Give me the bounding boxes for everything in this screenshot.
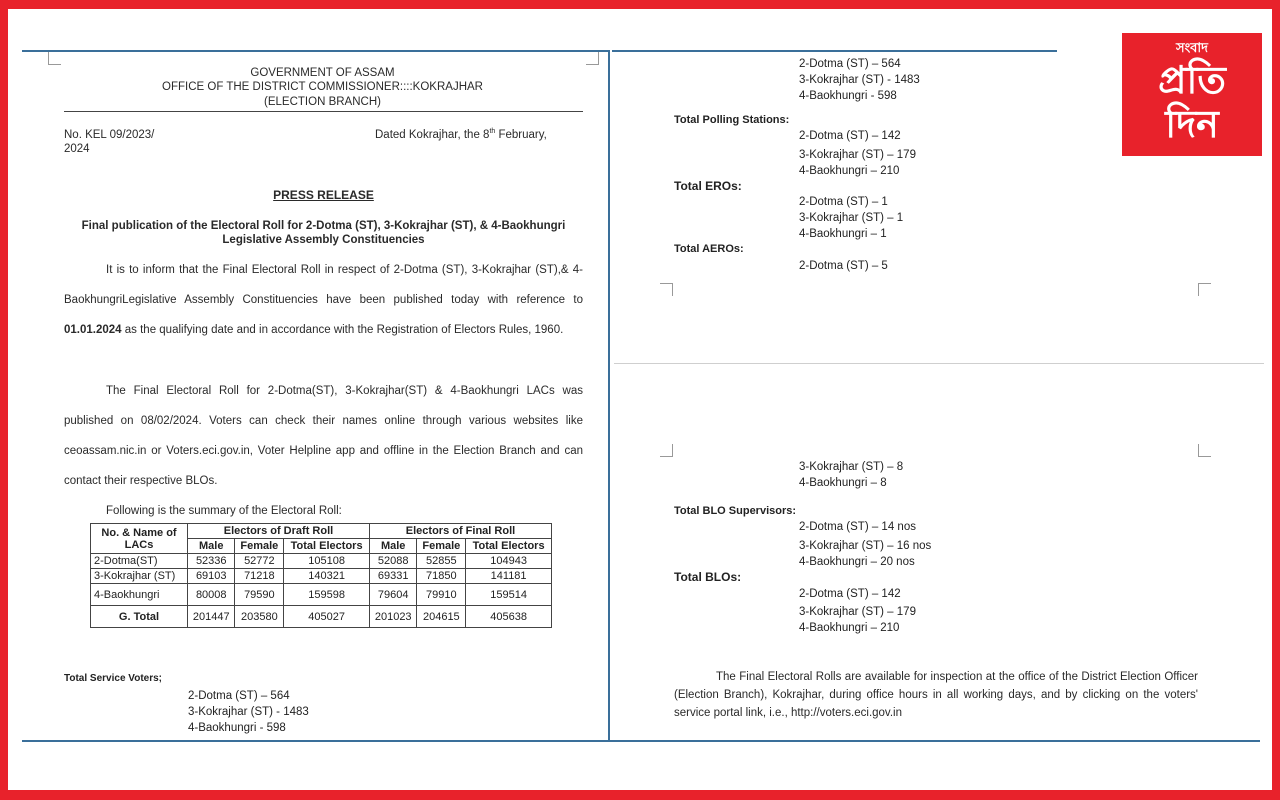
cell-draft-total: 140321 <box>284 569 370 584</box>
cell-final-total: 159514 <box>466 584 552 606</box>
corner-mark <box>48 52 61 65</box>
table-total-row <box>91 606 552 628</box>
ref-number: No. KEL 09/2023/ <box>64 129 155 141</box>
list-item: 2-Dotma (ST) – 1 <box>799 196 888 208</box>
letterhead-line-1: GOVERNMENT OF ASSAM <box>250 67 395 79</box>
logo-mid-text: প্রতি <box>1158 57 1226 102</box>
logo-top-text: সংবাদ <box>1175 41 1209 56</box>
cell-final-female: 79910 <box>417 584 466 606</box>
corner-mark <box>1198 283 1211 296</box>
list-item: 4-Baokhungri - 598 <box>799 90 897 102</box>
pratidin-logo <box>1122 33 1262 156</box>
blos-list <box>799 586 916 636</box>
table-row <box>91 554 552 569</box>
col-final-female: Female <box>417 539 466 554</box>
service-voters-list <box>188 688 309 736</box>
cell-draft-total: 105108 <box>284 554 370 569</box>
list-item: 4-Baokhungri – 8 <box>799 477 887 489</box>
subject-line-2: Legislative Assembly Constituencies <box>222 234 425 247</box>
letterhead-line-2: OFFICE OF THE DISTRICT COMMISSIONER::::KOKRAJHAR <box>162 81 483 94</box>
final-roll-header: Electors of Final Roll <box>369 524 551 539</box>
list-item: 4-Baokhungri – 1 <box>799 228 887 240</box>
eros-heading: Total EROs: <box>674 179 742 193</box>
top-rule-left <box>22 50 610 52</box>
blos-heading: Total BLOs: <box>674 570 742 584</box>
list-item: 3-Kokrajhar (ST) – 179 <box>799 606 916 618</box>
list-item: 3-Kokrajhar (ST) - 1483 <box>188 706 309 718</box>
para1-end: as the qualifying date and in accordance with the Registration of Electors Rules, 1960. <box>121 324 564 336</box>
paragraph-1 <box>64 255 583 345</box>
list-item: 3-Kokrajhar (ST) – 8 <box>799 461 904 473</box>
list-item: 2-Dotma (ST) – 564 <box>188 690 290 702</box>
dated-line <box>375 128 547 142</box>
cell-draft-male: 69103 <box>188 569 235 584</box>
cell-draft-male: 52336 <box>188 554 235 569</box>
table-group-header <box>91 524 552 539</box>
cell-draft-female: 79590 <box>235 584 284 606</box>
cell-lac: 3-Kokrajhar (ST) <box>91 569 188 584</box>
cell-draft-male: 201447 <box>188 606 235 628</box>
aeros-list <box>799 258 888 274</box>
cell-lac: 2-Dotma(ST) <box>91 554 188 569</box>
cell-final-male: 52088 <box>369 554 416 569</box>
cell-draft-female: 203580 <box>235 606 284 628</box>
table-row <box>91 584 552 606</box>
service-voters-heading: Total Service Voters; <box>64 673 162 684</box>
cell-draft-female: 52772 <box>235 554 284 569</box>
bottom-rule <box>22 740 1260 742</box>
aeros-heading: Total AEROs: <box>674 243 744 255</box>
cell-final-male: 79604 <box>369 584 416 606</box>
cell-draft-total: 405027 <box>284 606 370 628</box>
cell-draft-male: 80008 <box>188 584 235 606</box>
col-draft-total: Total Electors <box>284 539 370 554</box>
top-rule-right <box>612 50 1057 52</box>
cell-final-female: 204615 <box>417 606 466 628</box>
col-draft-male: Male <box>188 539 235 554</box>
electoral-roll-table <box>90 523 552 628</box>
table-row <box>91 569 552 584</box>
list-item: 2-Dotma (ST) – 142 <box>799 130 901 142</box>
dated-sup: th <box>489 128 496 136</box>
list-item: 4-Baokhungri – 20 nos <box>799 556 915 568</box>
eros-list <box>799 194 903 242</box>
cell-draft-total: 159598 <box>284 584 370 606</box>
blo-supervisors-heading: Total BLO Supervisors: <box>674 505 797 517</box>
qualifying-date: 01.01.2024 <box>64 324 122 336</box>
cell-final-total: 405638 <box>466 606 552 628</box>
page-divider <box>608 50 610 742</box>
list-item: 2-Dotma (ST) – 142 <box>799 588 901 600</box>
polling-stations-list <box>799 128 916 179</box>
letterhead <box>150 66 495 109</box>
cell-final-male: 69331 <box>369 569 416 584</box>
subject <box>64 219 583 248</box>
para1-start: It is to inform that the Final Electoral Roll in respect of 2-Dotma (ST), 3-Kokrajhar (ST),& 4-BaokhungriLegislative Assembly Constituencies have been published today with reference to <box>64 264 583 306</box>
cell-draft-female: 71218 <box>235 569 284 584</box>
list-item: 2-Dotma (ST) – 5 <box>799 260 888 272</box>
polling-stations-heading: Total Polling Stations: <box>674 114 790 126</box>
dated-end: February, <box>498 129 547 141</box>
col-final-male: Male <box>369 539 416 554</box>
press-release-title: PRESS RELEASE <box>273 188 374 202</box>
closing-paragraph: The Final Electoral Rolls are available for inspection at the office of the District Election Officer (Election Branch), Kokrajhar, during office hours in all working days, and by clicking on the voters' service portal link, i.e., http://voters.eci.gov.in <box>674 671 1198 719</box>
paragraph-3: Following is the summary of the Electoral Roll: <box>106 505 342 517</box>
corner-mark <box>660 444 673 457</box>
service-voters-list-continued <box>799 56 920 104</box>
cell-final-female: 71850 <box>417 569 466 584</box>
cell-final-total: 104943 <box>466 554 552 569</box>
dated-text: Dated Kokrajhar, the 8 <box>375 129 490 141</box>
cell-final-total: 141181 <box>466 569 552 584</box>
col-name-header: No. & Name of LACs <box>91 524 188 554</box>
ref-year: 2024 <box>64 143 90 156</box>
draft-roll-header: Electors of Draft Roll <box>188 524 370 539</box>
col-draft-female: Female <box>235 539 284 554</box>
list-item: 4-Baokhungri - 598 <box>188 722 286 734</box>
cell-final-female: 52855 <box>417 554 466 569</box>
letterhead-line-3: (ELECTION BRANCH) <box>264 95 381 108</box>
blo-supervisors-list <box>799 519 931 570</box>
cell-final-male: 201023 <box>369 606 416 628</box>
reference-number <box>64 128 154 157</box>
corner-mark <box>1198 444 1211 457</box>
list-item: 3-Kokrajhar (ST) – 16 nos <box>799 540 932 552</box>
aeros-list-continued <box>799 459 903 491</box>
subject-line-1: Final publication of the Electoral Roll for 2-Dotma (ST), 3-Kokrajhar (ST), & 4-Baokhungri <box>81 220 566 232</box>
corner-mark <box>660 283 673 296</box>
logo-bottom-text: দিন <box>1165 101 1219 146</box>
letterhead-rule <box>64 111 583 112</box>
corner-mark <box>586 52 599 65</box>
list-item: 3-Kokrajhar (ST) – 1 <box>799 212 904 224</box>
cell-lac: G. Total <box>91 606 188 628</box>
list-item: 2-Dotma (ST) – 14 nos <box>799 521 916 533</box>
page-break-line <box>614 363 1264 364</box>
list-item: 4-Baokhungri – 210 <box>799 622 900 634</box>
paragraph-2: The Final Electoral Roll for 2-Dotma(ST), 3-Kokrajhar(ST) & 4-Baokhungri LACs was published on 08/02/2024. Voters can check their names online through various websites like ceoassam.nic.in or Voters.eci.gov.in, Voter Helpline app and offline in the Election Branch and can contact their respective BLOs. <box>64 385 583 487</box>
list-item: 2-Dotma (ST) – 564 <box>799 58 901 70</box>
cell-lac: 4-Baokhungri <box>91 584 188 606</box>
col-final-total: Total Electors <box>466 539 552 554</box>
list-item: 3-Kokrajhar (ST) – 179 <box>799 149 916 161</box>
list-item: 4-Baokhungri – 210 <box>799 165 900 177</box>
list-item: 3-Kokrajhar (ST) - 1483 <box>799 74 920 86</box>
